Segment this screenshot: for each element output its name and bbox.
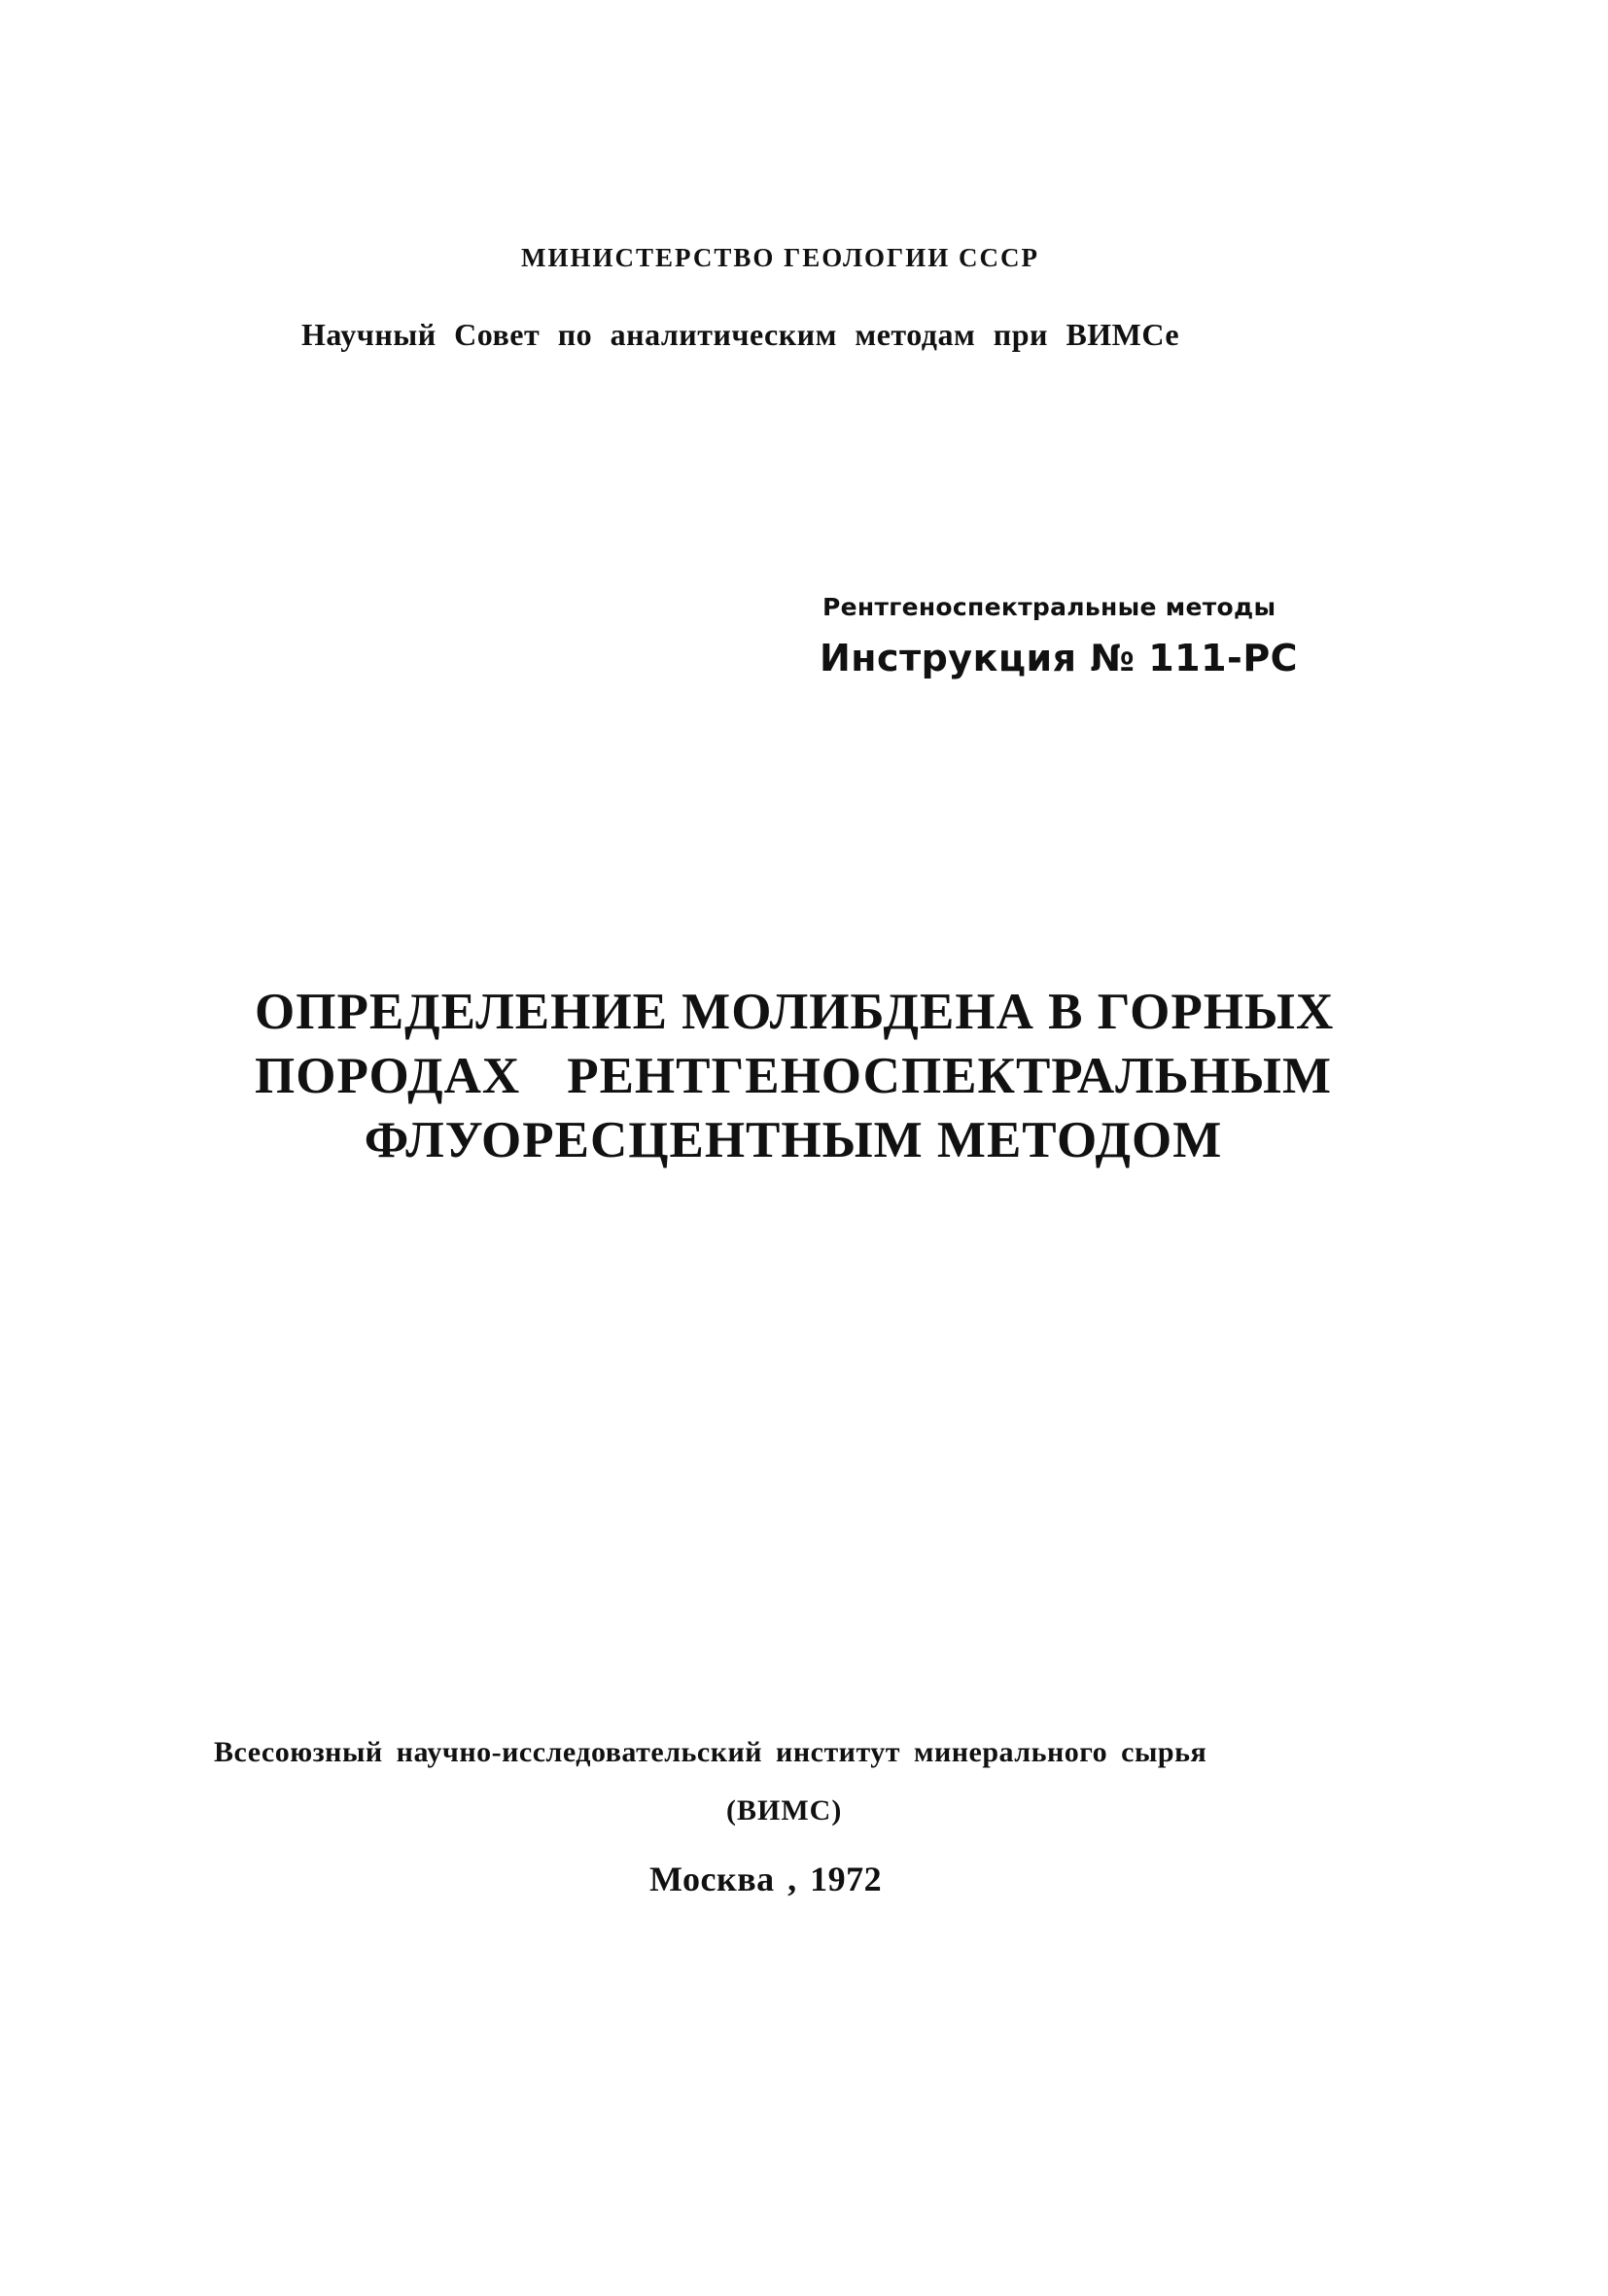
series-category: Рентгеноспектральные методы bbox=[822, 593, 1276, 621]
document-title-line-2-left: ПОРОДАХ bbox=[255, 1048, 521, 1104]
instruction-number: Инструкция № 111-РС bbox=[820, 637, 1299, 679]
scientific-council: Научный Совет по аналитическим методам при ВИМСе bbox=[301, 317, 1180, 352]
document-title-line-2 bbox=[255, 1044, 1332, 1108]
ministry-name: МИНИСТЕРСТВО ГЕОЛОГИИ СССР bbox=[521, 243, 1039, 272]
document-title-line-3: ФЛУОРЕСЦЕНТНЫМ МЕТОДОМ bbox=[364, 1112, 1223, 1168]
document-title-line-2-right: РЕНТГЕНОСПЕКТРАЛЬНЫМ bbox=[567, 1048, 1332, 1104]
publisher-institute: Всесоюзный научно-исследовательский институт минерального сырья bbox=[214, 1736, 1207, 1768]
publisher-abbreviation: (ВИМС) bbox=[726, 1794, 843, 1826]
publication-city-year: Москва , 1972 bbox=[649, 1860, 883, 1898]
document-title-line-1: ОПРЕДЕЛЕНИЕ МОЛИБДЕНА В ГОРНЫХ bbox=[255, 984, 1335, 1040]
